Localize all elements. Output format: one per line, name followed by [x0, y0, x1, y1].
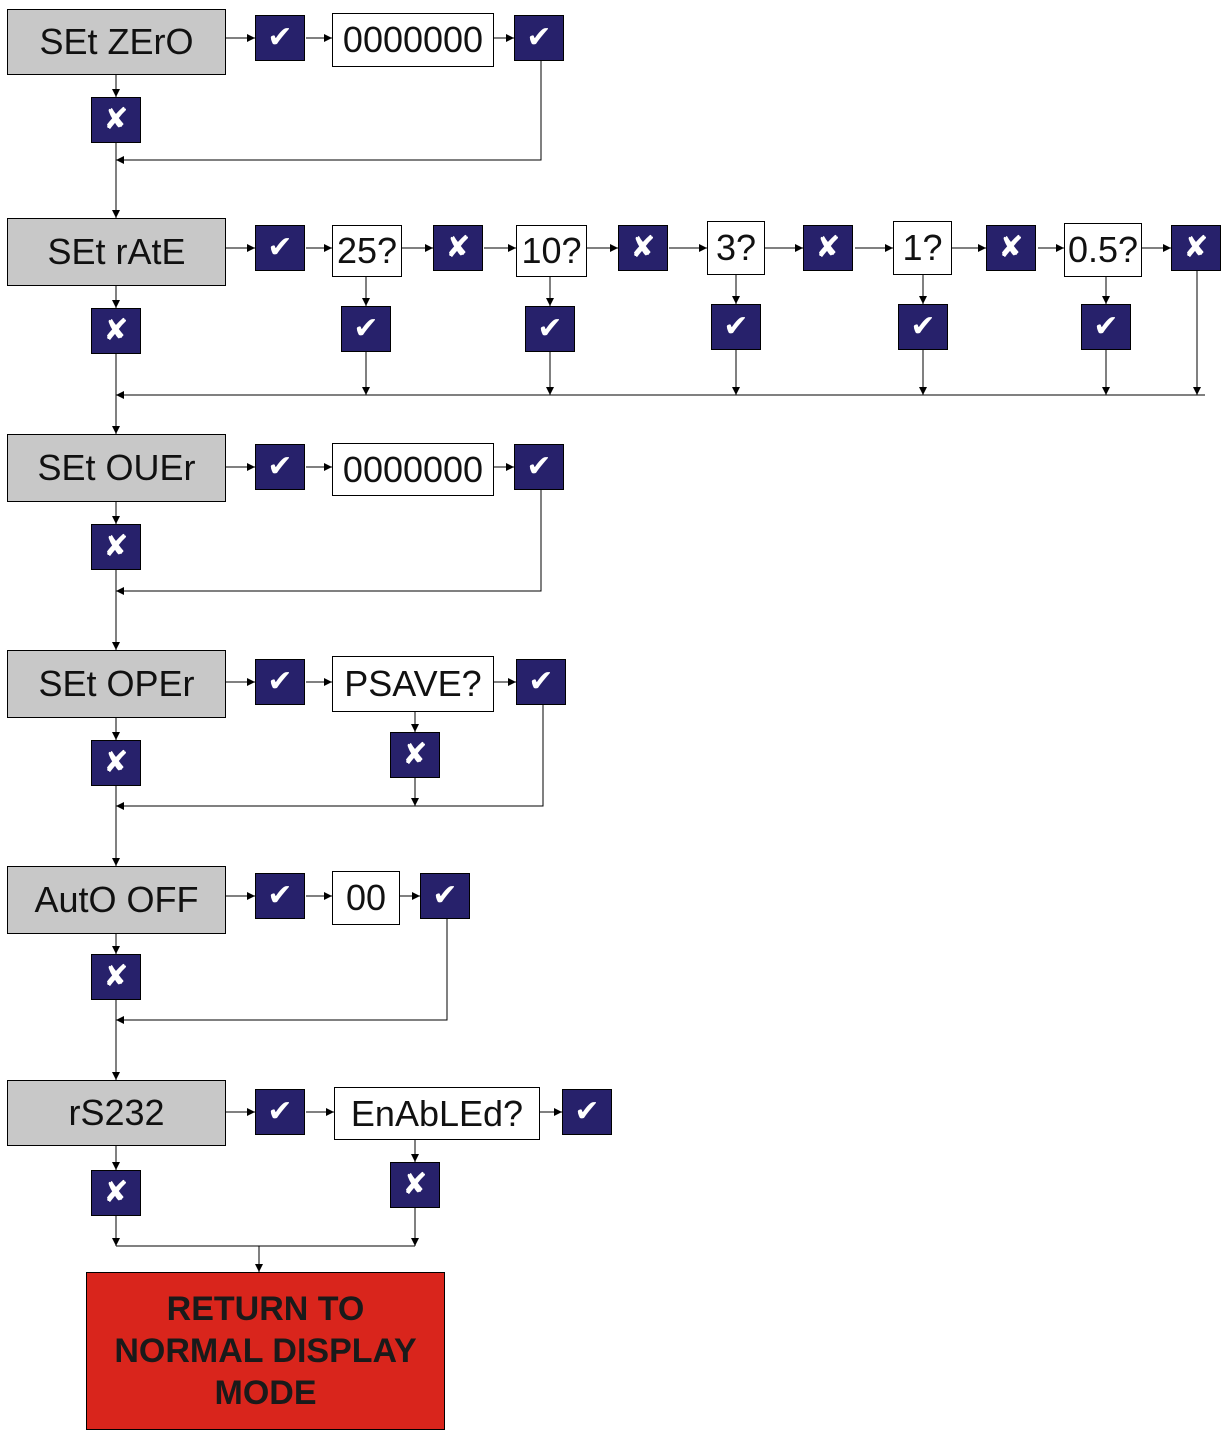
- arrowhead: [411, 724, 419, 732]
- arrowhead: [554, 1108, 562, 1116]
- arrowhead: [412, 892, 420, 900]
- arrowhead: [411, 1154, 419, 1162]
- return-line-3: MODE: [214, 1374, 317, 1412]
- arrowhead: [1102, 387, 1110, 395]
- return-to-normal-display-box[interactable]: [86, 1272, 445, 1430]
- arrowhead: [247, 34, 255, 42]
- rate-option-10: 10?: [516, 225, 587, 277]
- arrowhead: [1193, 387, 1201, 395]
- arrowhead: [508, 244, 516, 252]
- arrowhead: [885, 244, 893, 252]
- arrowhead: [978, 244, 986, 252]
- arrowhead: [324, 892, 332, 900]
- cross-icon[interactable]: ✘: [91, 97, 141, 143]
- cross-icon[interactable]: ✘: [433, 225, 483, 271]
- check-icon[interactable]: ✔: [255, 659, 305, 705]
- arrowhead: [506, 34, 514, 42]
- arrowhead: [112, 732, 120, 740]
- arrowhead: [732, 296, 740, 304]
- auto-off-value: 00: [332, 871, 400, 925]
- cross-icon[interactable]: ✘: [91, 524, 141, 570]
- arrowhead: [112, 858, 120, 866]
- rate-option-3: 3?: [707, 221, 765, 275]
- cross-icon[interactable]: ✘: [1171, 225, 1221, 271]
- rs232-option-enabled: EnAbLEd?: [334, 1087, 540, 1140]
- arrowhead: [112, 1162, 120, 1170]
- menu-rs232[interactable]: rS232: [7, 1080, 226, 1146]
- arrowhead: [324, 244, 332, 252]
- rate-option-0-5: 0.5?: [1064, 223, 1142, 277]
- arrowhead: [546, 387, 554, 395]
- arrowhead: [324, 34, 332, 42]
- return-line-2: NORMAL DISPLAY: [114, 1332, 417, 1370]
- cross-icon[interactable]: ✘: [618, 225, 668, 271]
- check-icon[interactable]: ✔: [514, 15, 564, 61]
- over-value: 0000000: [332, 443, 494, 496]
- arrowhead: [795, 244, 803, 252]
- return-line-1: RETURN TO: [166, 1290, 365, 1328]
- check-icon[interactable]: ✔: [516, 659, 566, 705]
- cross-icon[interactable]: ✘: [91, 1170, 141, 1216]
- check-icon[interactable]: ✔: [562, 1089, 612, 1135]
- cross-icon[interactable]: ✘: [986, 225, 1036, 271]
- rate-option-1: 1?: [893, 221, 952, 275]
- arrowhead: [112, 516, 120, 524]
- arrowhead: [699, 244, 707, 252]
- arrowhead: [1056, 244, 1064, 252]
- check-icon[interactable]: ✔: [341, 306, 391, 352]
- cross-icon[interactable]: ✘: [390, 1162, 440, 1208]
- zero-value: 0000000: [332, 13, 494, 67]
- check-icon[interactable]: ✔: [255, 15, 305, 61]
- arrowhead: [255, 1264, 263, 1272]
- arrowhead: [112, 210, 120, 218]
- check-icon[interactable]: ✔: [255, 444, 305, 490]
- arrowheads: [112, 34, 1201, 1272]
- arrowhead: [116, 156, 124, 164]
- arrowhead: [411, 798, 419, 806]
- arrowhead: [116, 587, 124, 595]
- check-icon[interactable]: ✔: [255, 225, 305, 271]
- arrowhead: [362, 387, 370, 395]
- check-icon[interactable]: ✔: [1081, 304, 1131, 350]
- arrowhead: [919, 296, 927, 304]
- cross-icon[interactable]: ✘: [803, 225, 853, 271]
- arrowhead: [326, 1108, 334, 1116]
- check-icon[interactable]: ✔: [525, 306, 575, 352]
- arrowhead: [112, 1238, 120, 1246]
- arrowhead: [247, 463, 255, 471]
- check-icon[interactable]: ✔: [898, 304, 948, 350]
- arrowhead: [116, 391, 124, 399]
- check-icon[interactable]: ✔: [514, 444, 564, 490]
- arrowhead: [610, 244, 618, 252]
- oper-option-psave: PSAVE?: [332, 656, 494, 712]
- arrowhead: [112, 300, 120, 308]
- arrowhead: [112, 426, 120, 434]
- menu-auto-off[interactable]: AutO OFF: [7, 866, 226, 934]
- arrowhead: [732, 387, 740, 395]
- menu-set-zero[interactable]: SEt ZErO: [7, 9, 226, 75]
- arrowhead: [1102, 296, 1110, 304]
- menu-set-rate[interactable]: SEt rAtE: [7, 218, 226, 286]
- arrowhead: [919, 387, 927, 395]
- arrowhead: [247, 892, 255, 900]
- arrowhead: [112, 1072, 120, 1080]
- menu-set-over[interactable]: SEt OUEr: [7, 434, 226, 502]
- arrowhead: [324, 678, 332, 686]
- arrowhead: [116, 1016, 124, 1024]
- arrowhead: [1163, 244, 1171, 252]
- cross-icon[interactable]: ✘: [91, 740, 141, 786]
- cross-icon[interactable]: ✘: [91, 954, 141, 1000]
- arrowhead: [506, 463, 514, 471]
- connector-lines: [116, 38, 1205, 1272]
- arrowhead: [247, 678, 255, 686]
- arrowhead: [116, 802, 124, 810]
- arrowhead: [362, 298, 370, 306]
- check-icon[interactable]: ✔: [711, 304, 761, 350]
- arrowhead: [411, 1238, 419, 1246]
- check-icon[interactable]: ✔: [255, 873, 305, 919]
- arrowhead: [112, 642, 120, 650]
- arrowhead: [425, 244, 433, 252]
- arrowhead: [546, 298, 554, 306]
- check-icon[interactable]: ✔: [420, 873, 470, 919]
- arrowhead: [247, 244, 255, 252]
- menu-set-oper[interactable]: SEt OPEr: [7, 650, 226, 718]
- arrowhead: [508, 678, 516, 686]
- check-icon[interactable]: ✔: [255, 1089, 305, 1135]
- arrowhead: [112, 946, 120, 954]
- arrowhead: [324, 463, 332, 471]
- rate-option-25: 25?: [332, 225, 402, 277]
- cross-icon[interactable]: ✘: [91, 308, 141, 354]
- arrowhead: [247, 1108, 255, 1116]
- cross-icon[interactable]: ✘: [390, 732, 440, 778]
- arrowhead: [112, 89, 120, 97]
